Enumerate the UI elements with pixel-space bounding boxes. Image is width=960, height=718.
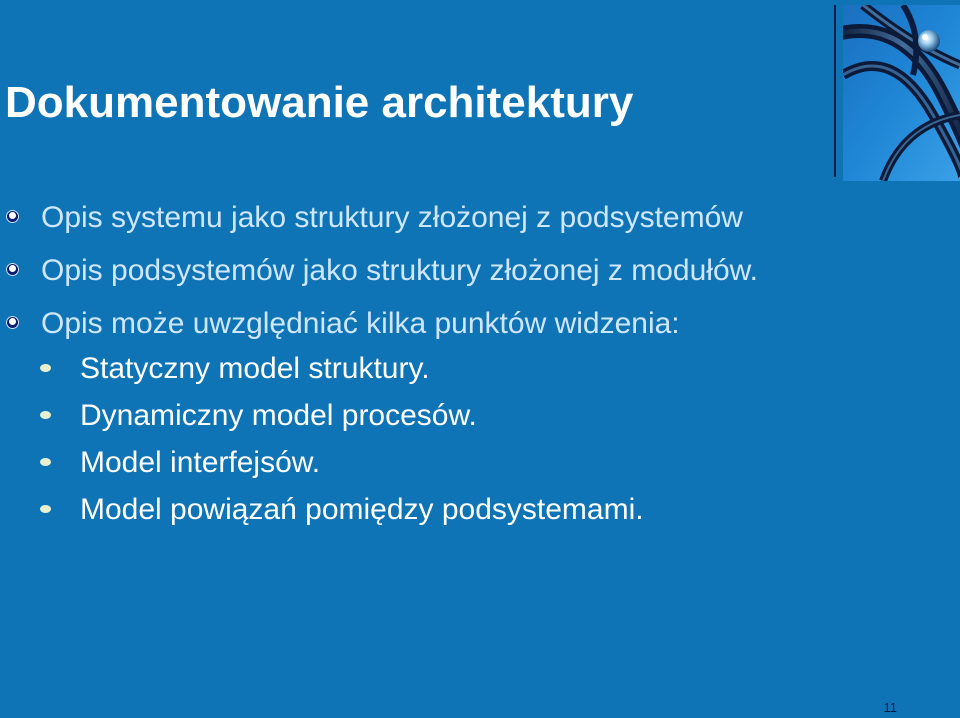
subbullet-dot-icon [40, 505, 51, 513]
bullet-item [0, 302, 900, 345]
slide-title: Dokumentowanie architektury [5, 78, 634, 127]
subbullet-item [0, 392, 900, 439]
subbullet-dot-icon [40, 411, 51, 419]
fiber-optic-image [843, 5, 960, 181]
subbullet-text: Model powiązań pomiędzy podsystemami. [80, 493, 644, 526]
page-number: 11 [883, 700, 897, 715]
bullet-dot-icon [6, 316, 19, 329]
subbullet-text: Statyczny model struktury. [80, 352, 430, 385]
subbullet-dot-icon [40, 364, 51, 372]
subbullet-list [0, 345, 900, 533]
bullet-text: Opis systemu jako struktury złożonej z podsystemów [41, 201, 743, 234]
bullet-dot-icon [6, 210, 19, 223]
subbullet-item [0, 486, 900, 533]
bullet-item [0, 196, 900, 239]
bullet-item [0, 249, 900, 292]
bullet-text: Opis podsystemów jako struktury złożonej z modułów. [41, 254, 758, 287]
decorative-divider [834, 5, 836, 177]
bullet-dot-icon [6, 263, 19, 276]
subbullet-item [0, 345, 900, 392]
subbullet-dot-icon [40, 458, 51, 466]
bullet-text: Opis może uwzględniać kilka punktów widzenia: [41, 307, 680, 340]
subbullet-text: Model interfejsów. [80, 446, 321, 479]
subbullet-container [0, 345, 900, 533]
subbullet-text: Dynamiczny model procesów. [80, 399, 477, 432]
bullet-list [0, 196, 900, 533]
subbullet-item [0, 439, 900, 486]
